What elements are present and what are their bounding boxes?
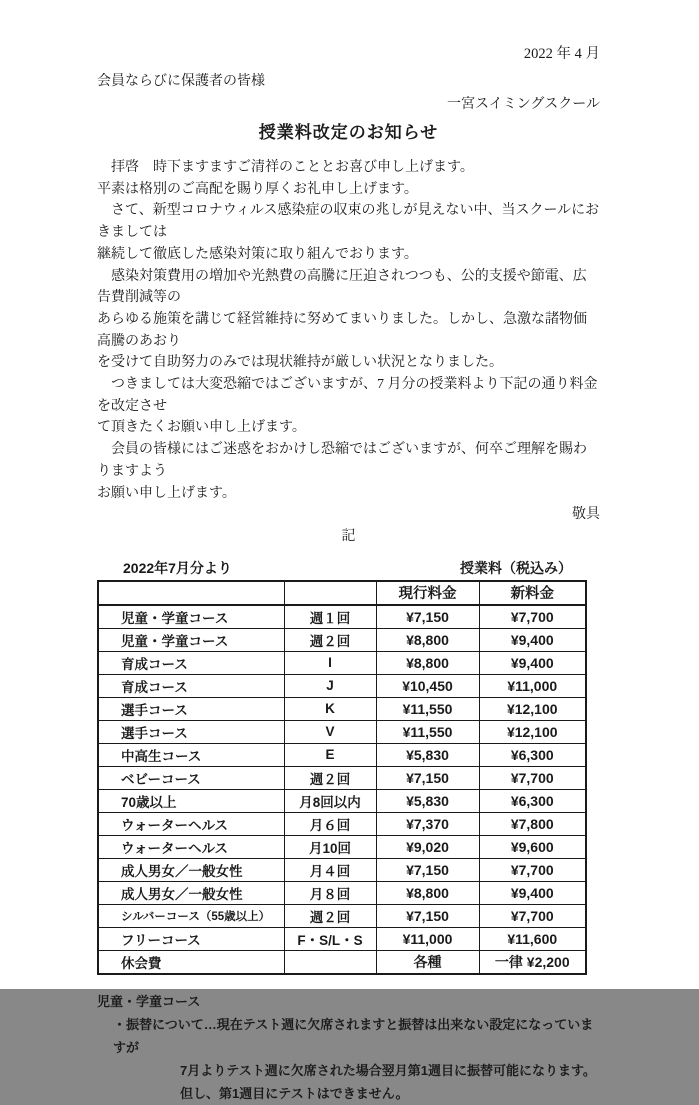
new-fee-cell: ¥6,300 [479,743,586,766]
table-row [98,812,586,835]
frequency-cell: I [284,651,376,674]
table-row [98,835,586,858]
current-fee-cell: ¥7,150 [376,858,479,881]
table-row [98,674,586,697]
new-fee-cell: ¥7,700 [479,904,586,927]
course-cell: 選手コース [98,720,284,743]
current-fee-cell: ¥5,830 [376,743,479,766]
frequency-cell [284,950,376,974]
course-cell: シルバーコース（55歳以上） [98,904,284,927]
body-line: て頂きたくお願い申し上げます。 [97,420,306,436]
column-header [98,581,284,605]
frequency-cell: 月10回 [284,835,376,858]
course-cell: 選手コース [98,697,284,720]
footnote-line: ・振替について…現在テスト週に欠席されますと振替は出来ない設定になっていますが [113,1016,594,1055]
course-cell: 成人男女／一般女性 [98,858,284,881]
course-cell: ウォーターヘルス [98,835,284,858]
table-caption-effective-date: 2022年7月分より [123,559,232,576]
column-header [284,581,376,605]
current-fee-cell: ¥9,020 [376,835,479,858]
new-fee-cell: ¥9,600 [479,835,586,858]
course-cell: 中高生コース [98,743,284,766]
table-row [98,743,586,766]
new-fee-cell: ¥9,400 [479,651,586,674]
frequency-cell: 週２回 [284,766,376,789]
new-fee-cell: ¥6,300 [479,789,586,812]
fee-table [97,580,587,975]
new-fee-cell: ¥7,700 [479,605,586,629]
closing-word: 敬具 [572,507,600,523]
frequency-cell: 週２回 [284,628,376,651]
current-fee-cell: ¥7,150 [376,904,479,927]
frequency-cell: 週１回 [284,605,376,629]
new-fee-cell: ¥9,400 [479,881,586,904]
current-fee-cell: ¥8,800 [376,881,479,904]
new-fee-cell: ¥12,100 [479,697,586,720]
current-fee-cell: ¥11,550 [376,697,479,720]
current-fee-cell: ¥7,370 [376,812,479,835]
table-row [98,766,586,789]
frequency-cell: J [284,674,376,697]
table-row [98,789,586,812]
column-header: 現行料金 [376,581,479,605]
table-row [98,950,586,974]
course-cell: 休会費 [98,950,284,974]
current-fee-cell: ¥7,150 [376,766,479,789]
record-mark: 記 [341,528,356,544]
document-title: 授業料改定のお知らせ [258,123,439,142]
frequency-cell: K [284,697,376,720]
course-cell: 育成コース [98,651,284,674]
new-fee-cell: ¥11,600 [479,927,586,950]
new-fee-cell: ¥7,700 [479,858,586,881]
frequency-cell: F・S/L・S [284,927,376,950]
table-row [98,720,586,743]
current-fee-cell: ¥11,000 [376,927,479,950]
new-fee-cell: 一律 ¥2,200 [479,950,586,974]
footnote-heading: 児童・学童コース [97,993,201,1009]
frequency-cell: 月8回以内 [284,789,376,812]
new-fee-cell: ¥12,100 [479,720,586,743]
footnote-line: 但し、第1週目にテストはできません。 [180,1085,409,1101]
course-cell: 育成コース [98,674,284,697]
table-row [98,605,586,629]
table-row [98,858,586,881]
frequency-cell: 月４回 [284,858,376,881]
current-fee-cell: ¥7,150 [376,605,479,629]
table-row [98,904,586,927]
frequency-cell: 月８回 [284,881,376,904]
current-fee-cell: ¥11,550 [376,720,479,743]
body-line: 平素は格別のご高配を賜り厚くお礼申し上げます。 [97,181,418,197]
table-row [98,697,586,720]
course-cell: ウォーターヘルス [98,812,284,835]
table-caption-tax-note: 授業料（税込み） [460,559,572,576]
new-fee-cell: ¥11,000 [479,674,586,697]
table-row [98,881,586,904]
table-row [98,628,586,651]
current-fee-cell: ¥10,450 [376,674,479,697]
footnote-line: 7月よりテスト週に欠席された場合翌月第1週目に振替可能になります。 [180,1062,596,1078]
body-line: 会員の皆様にはご迷惑をおかけし恐縮ではございますが、何卒ご理解を賜わりますよう [97,442,587,479]
table-caption [97,560,600,577]
body-line: 感染対策費用の増加や光熱費の高騰に圧迫されつつも、公的支援や節電、広告費削減等の [97,268,587,306]
frequency-cell: 週２回 [284,904,376,927]
current-fee-cell: ¥8,800 [376,628,479,651]
sender-line: 一宮スイミングスクール [446,97,600,112]
current-fee-cell: ¥8,800 [376,651,479,674]
fee-table-header-row [98,581,586,605]
fee-table-header [98,581,586,605]
frequency-cell: V [284,720,376,743]
new-fee-cell: ¥9,400 [479,628,586,651]
document-date: 2022 年 4 月 [523,46,600,62]
current-fee-cell: 各種 [376,950,479,974]
new-fee-cell: ¥7,800 [479,812,586,835]
body-line: を受けて自助努力のみでは現状維持が厳しい状況となりました。 [97,355,503,371]
course-cell: フリーコース [98,927,284,950]
body-line: お願い申し上げます。 [97,485,236,501]
course-cell: 児童・学童コース [98,605,284,629]
course-cell: 成人男女／一般女性 [98,881,284,904]
addressee-line: 会員ならびに保護者の皆様 [97,74,265,89]
footnotes [97,990,600,1105]
body-line: つきましては大変恐縮ではございますが、7 月分の授業料より下記の通り料金を改定させ [97,377,598,414]
course-cell: ベビーコース [98,766,284,789]
fee-table-body [98,605,586,974]
current-fee-cell: ¥5,830 [376,789,479,812]
frequency-cell: 月６回 [284,812,376,835]
body-line: さて、新型コロナウィルス感染症の収束の兆しが見えない中、当スクールにおきましては [97,203,600,241]
new-fee-cell: ¥7,700 [479,766,586,789]
body-line: 継続して徹底した感染対策に取り組んでおります。 [97,246,418,262]
body-text [97,157,600,504]
column-header: 新料金 [479,581,586,605]
body-line: あらゆる施策を講じて経営維持に努めてまいりました。しかし、急激な諸物価高騰のあおり [97,311,587,349]
table-row [98,927,586,950]
course-cell: 70歳以上 [98,789,284,812]
table-row [98,651,586,674]
frequency-cell: E [284,743,376,766]
course-cell: 児童・学童コース [98,628,284,651]
body-line: 拝啓 時下ますますご清祥のこととお喜び申し上げます。 [97,160,474,175]
